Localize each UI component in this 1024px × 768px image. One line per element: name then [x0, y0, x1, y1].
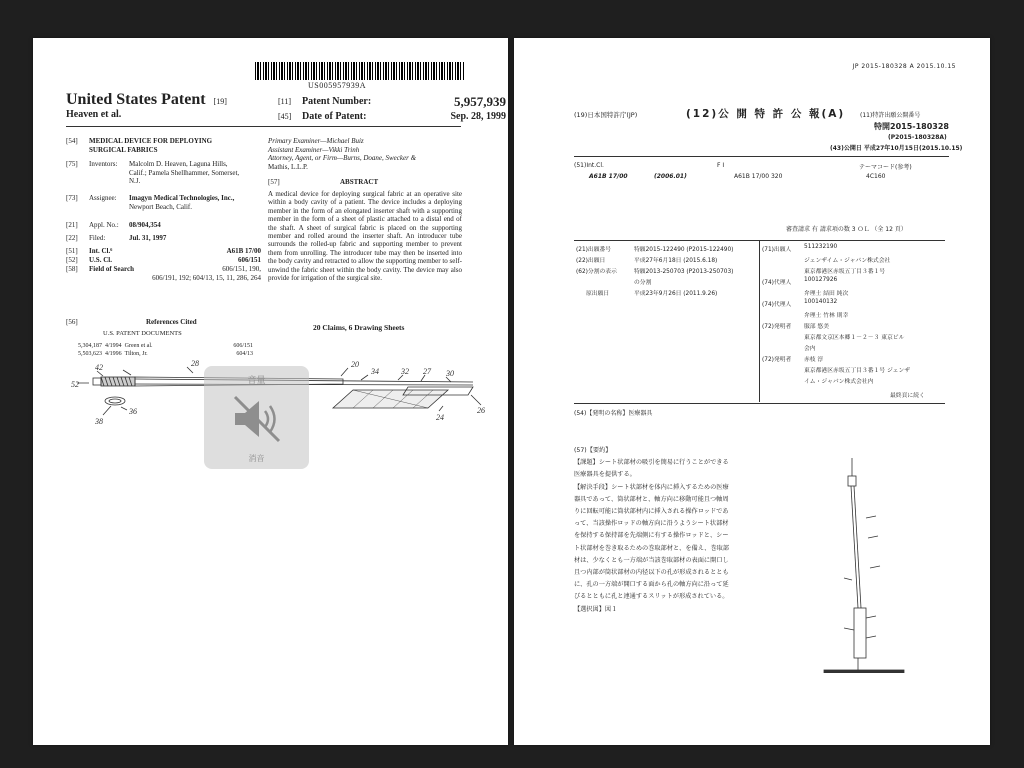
code: [57] [268, 178, 280, 186]
jp-abstract [574, 445, 779, 616]
ref-date: 4/1996 [105, 351, 122, 357]
examiners-block [268, 137, 462, 171]
int-cl-value: A61B 17/00 [226, 247, 261, 255]
jp-row-key: (62)分割の表示 [576, 269, 617, 275]
field-value: 606/191, 192; 604/13, 15, 11, 286, 264 [152, 273, 261, 282]
code: [58] [66, 265, 78, 273]
jp-abstract-line: 【課題】シート状部材の吸引を簡易に行うことができる [574, 459, 729, 467]
jp-theme-value: 4C160 [866, 173, 886, 180]
figure-label: 42 [95, 363, 103, 372]
abstract-text: A medical device for deploying surgical fabric at an operative site within a body cavity of a patient. The device includes a deploying member in the form of an elongated inserter shaft with a supporting member in the form of a sheet of plastic attached to a distal end of the shaft. A sheet of surgical fabric is placed on the supporting member and rolled around the inserter shaft. An introducer tube surrounds the rolled-up fabric and supporting member to prevent them from unrolling. The introducer tube may then be inserted into the body cavity and retracted to allow the supporting member to self-unwind the fabric sheet within the body cavity. The device may also provide for irrigation of the surgical site. [268, 190, 462, 283]
label: U.S. Cl. [89, 256, 112, 264]
figure-label: 52 [71, 380, 79, 389]
label: Int. Cl.⁶ [89, 247, 113, 255]
attorney: Attorney, Agent, or Firm—Burns, Doane, Swecker & [268, 154, 417, 162]
jp-row-value: 平成27年6月18日 (2015.6.18) [634, 258, 718, 264]
jp-row-value: 511232190 [804, 244, 838, 250]
code: [54] [66, 137, 78, 145]
figure-label: 36 [129, 407, 137, 416]
jp-row-value: の分割 [634, 280, 652, 286]
date-of-patent-row [278, 111, 506, 122]
us-patent-page [33, 38, 508, 745]
jp-abstract-line: びるとともに孔と連通するスリットが形成されている。 [574, 593, 729, 601]
jp-patent-drawing [814, 458, 944, 673]
code: [45] [278, 112, 292, 121]
ref-number: 5,304,187 [78, 343, 102, 349]
speaker-muted-icon [229, 393, 285, 445]
title-code: [19] [213, 97, 227, 106]
jp-row-value: 赤枝 淳 [804, 357, 824, 363]
barcode-number: US005957939A [308, 81, 367, 90]
jp-abstract-line: 器具であって、筒状部材と、軸方向に移動可能且つ軸周 [574, 495, 729, 503]
jp-row-value: 100127926 [804, 277, 838, 283]
patent-authors: Heaven et al. [66, 109, 122, 120]
jp-abstract-line: 医療器具を提供する。 [574, 471, 636, 479]
osd-title: 音量 [247, 375, 266, 385]
appl-no: 08/904,354 [129, 221, 161, 229]
primary-examiner: Primary Examiner—Michael Buiz [268, 137, 364, 145]
jp-row-value: イム・ジャパン株式会社内 [804, 379, 874, 385]
figure-label: 32 [401, 367, 409, 376]
figure-label: 27 [423, 367, 431, 376]
jp-row-key: (72)発明者 [762, 324, 792, 330]
jp-row-key: 原出願日 [586, 291, 610, 297]
jp-row-value: 弁理士 結田 純次 [804, 291, 849, 297]
claims-count: 20 Claims, 6 Drawing Sheets [313, 323, 405, 332]
figure-label: 28 [191, 359, 199, 368]
inventors-line: N.J. [129, 177, 141, 185]
jp-row-value: ジェンザイム・ジャパン株式会社 [804, 258, 891, 264]
date-of-patent: Sep. 28, 1999 [450, 111, 506, 122]
code: [73] [66, 194, 78, 202]
jp-invention-name: (54)【発明の名称】医療器具 [574, 410, 653, 417]
jp-fi-value: A61B 17/00 320 [734, 173, 783, 180]
jp-row-value: 平成23年9月26日 (2011.9.26) [634, 291, 718, 297]
jp-abstract-line: (57)【要約】 [574, 447, 612, 454]
code: [75] [66, 160, 78, 168]
figure-label: 30 [446, 369, 454, 378]
ref-name: Tilton, Jr. [124, 351, 148, 357]
jp-pubnum-label: (11)特許出願公開番号 [860, 112, 921, 119]
abstract-heading [268, 178, 462, 186]
jp-row-value: 特願2013-250703 (P2013-250703) [634, 269, 734, 275]
code: [22] [66, 234, 78, 242]
ref-name: Green et al. [124, 343, 153, 349]
us-cl-value: 606/151 [238, 256, 261, 264]
jp-publication-title: (12)公 開 特 許 公 報(A) [686, 108, 846, 120]
jp-abstract-line: 材は、少なくとも一方端が当該巻取部材の表面に開口し [574, 556, 729, 564]
jp-pub-date: (43)公開日 平成27年10月15日(2015.10.15) [830, 145, 963, 152]
jp-pubnum-secondary: (P2015-180328A) [888, 134, 947, 141]
jp-row-value: 東京都港区赤坂五丁目３番１号 ジェンザ [804, 368, 911, 374]
jp-row-value: 会内 [804, 346, 816, 352]
abstract-title: ABSTRACT [340, 178, 379, 186]
label: Inventors: [89, 160, 118, 168]
jp-abstract-line: に、孔の一方端が開口する面から孔の軸方向に沿って延 [574, 581, 729, 589]
jp-fi-label: F I [717, 162, 725, 169]
code: [51] [66, 247, 78, 255]
volume-mute-overlay [204, 366, 309, 469]
label: Appl. No.: [89, 221, 119, 229]
patent-number: 5,957,939 [454, 94, 506, 109]
jp-intcl-label: (51)Int.Cl. [574, 162, 604, 169]
figure-label: 34 [371, 367, 379, 376]
jp-continue-note: 最終頁に続く [890, 393, 925, 399]
osd-mute-label: 消音 [248, 454, 265, 463]
figure-label: 24 [436, 413, 444, 422]
figure-label: 38 [95, 417, 103, 426]
jp-abstract-line: を保持する保持部を先端側に有する操作ロッドと、シー [574, 532, 729, 540]
invention-title-line: MEDICAL DEVICE FOR DEPLOYING [89, 137, 213, 145]
patent-title-text: United States Patent [66, 91, 206, 108]
label: Field of Search [89, 265, 134, 273]
jp-row-value: 東京都港区赤坂五丁目３番１号 [804, 269, 886, 275]
jp-row-key: (74)代理人 [762, 280, 792, 286]
assistant-examiner: Assistant Examiner—Vikki Trinh [268, 145, 360, 154]
label: Assignee: [89, 194, 117, 202]
jp-abstract-line: ト状部材を巻き取るための巻取部材と、を備え、巻取部 [574, 544, 730, 552]
ref-date: 4/1994 [105, 343, 122, 349]
inventors-line: Calif.; Pamela Shellhammer, Somerset, [129, 168, 240, 177]
ref-class: 606/151 [233, 343, 253, 349]
jp-abstract-line: 【選択図】図１ [574, 605, 618, 613]
references-subtitle: U.S. PATENT DOCUMENTS [103, 330, 182, 337]
jp-abstract-line: りに回転可能に筒状部材内に挿入される操作ロッドであ [574, 508, 729, 516]
patent-number-row [278, 94, 506, 109]
jp-exam-line: 審査請求 有 請求項の数 3 ＯＬ （全 12 頁） [786, 226, 907, 233]
label: Filed: [89, 234, 106, 242]
jp-row-key: (72)発明者 [762, 357, 792, 363]
jp-row-value: 東京都文京区本郷１－２－３ 東京ビル [804, 335, 905, 341]
jp-pubnum: 特開2015-180328 [874, 122, 949, 131]
invention-title-line: SURGICAL FABRICS [89, 145, 158, 154]
jp-abstract-line: 【解決手段】シート状部材を体内に挿入するための医療 [574, 483, 729, 491]
code: [52] [66, 256, 78, 264]
attorney: Mathis, L.L.P. [268, 162, 308, 171]
jp-publication-page [514, 38, 990, 745]
jp-row-key: (74)代理人 [762, 302, 792, 308]
jp-intcl-value: A61B 17/00 [589, 173, 628, 180]
field-value: 606/151, 190, [222, 265, 261, 273]
jp-top-reference: JP 2015-180328 A 2015.10.15 [852, 63, 956, 70]
references-title: References Cited [146, 318, 197, 326]
divider [759, 240, 760, 402]
ref-class: 604/13 [236, 351, 253, 357]
jp-row-key: (21)出願番号 [576, 247, 612, 253]
assignee-line: Imagyn Medical Technologies, Inc., [129, 194, 235, 202]
filed-date: Jul. 31, 1997 [129, 234, 167, 242]
jp-abstract-line: って、当該操作ロッドの軸方向に沿うようシート状部材 [574, 520, 729, 528]
figure-label: 20 [351, 360, 359, 369]
code: [11] [278, 97, 292, 106]
jp-row-value: 100140132 [804, 299, 838, 305]
patent-title [66, 91, 227, 109]
code: [56] [66, 318, 78, 326]
jp-row-value: 特願2015-122490 (P2015-122490) [634, 247, 734, 253]
jp-abstract-line: 且つ内部が筒状部材の内径以下の孔が形成されるととも [574, 569, 729, 577]
divider [66, 126, 461, 127]
code: [21] [66, 221, 78, 229]
divider [574, 156, 949, 157]
ref-number: 5,503,623 [78, 351, 102, 357]
jp-office: (19)日本国特許庁(JP) [574, 111, 638, 119]
jp-row-key: (71)出願人 [762, 247, 792, 253]
jp-row-key: (22)出願日 [576, 258, 606, 264]
jp-theme-label: テーマコード(参考) [859, 164, 912, 171]
figure-label: 26 [477, 406, 485, 415]
jp-row-value: 弁理士 竹林 則幸 [804, 313, 849, 319]
label: Date of Patent: [302, 111, 367, 122]
barcode [255, 62, 465, 80]
inventors-line: Malcolm D. Heaven, Laguna Hills, [129, 160, 228, 168]
jp-row-value: 服部 悠美 [804, 324, 830, 330]
label: Patent Number: [302, 96, 372, 107]
assignee-line: Newport Beach, Calif. [129, 202, 192, 211]
jp-intcl-year: (2006.01) [654, 173, 687, 180]
